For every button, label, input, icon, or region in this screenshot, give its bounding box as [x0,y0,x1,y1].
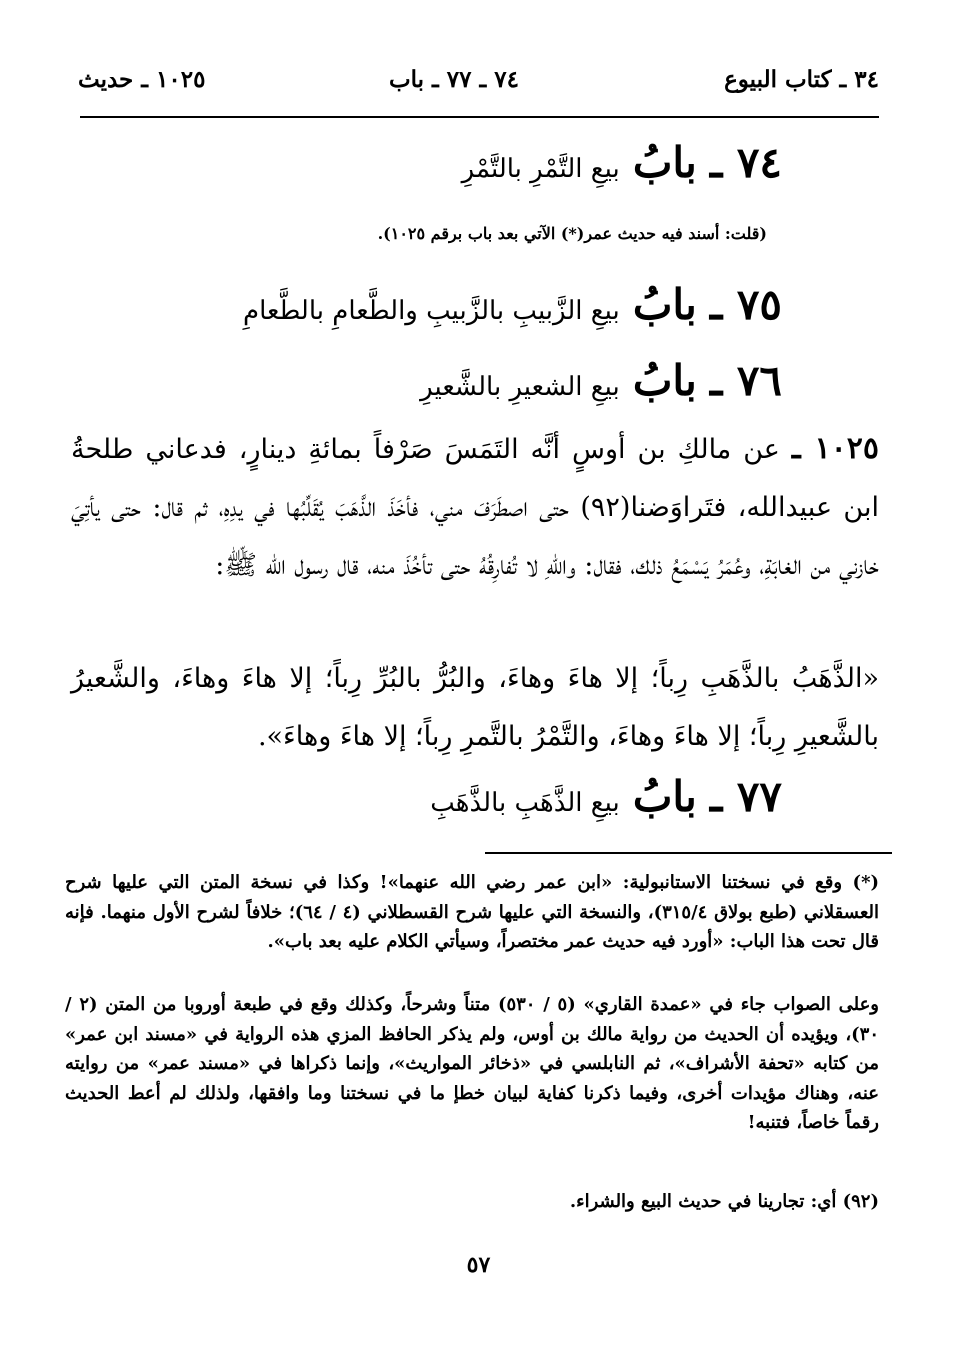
hadith-number: ١٠٢٥ ـ [791,431,879,466]
chapter-title: بيعِ الشعيرِ بالشَّعيرِ [420,372,620,402]
editor-note: (قلت: أسند فيه حديث عمر(*) الآتي بعد باب برقم ١٠٢٥). [377,224,767,243]
chapter-title: بيعِ التَّمْرِ بالتَّمْرِ [461,154,620,184]
chapter-bab: بابُ [632,138,697,187]
chapter-title: بيعِ الذَّهَبِ بالذَّهَبِ [430,788,620,818]
chapter-heading-75 [243,280,782,329]
chapter-heading-74 [462,138,782,187]
chapter-number: ٧٤ ـ [709,138,782,187]
chapter-title: بيعِ الزَّبيبِ بالزَّبيبِ والطَّعامِ بالطَّعامِ [243,296,620,326]
footnote-star-2: وعلى الصواب جاء في «عمدة القاري» (٥ / ٥٣٠) متناً وشرحاً، وكذلك وقع في طبعة أوروبا من المتن (٢ / ٣٠)، ويؤيده أن الحديث من رواية مالك بن أوس، ولم يذكر الحافظ المزي هذه الرواية في «مسند ابن عمر» من كتابه «تحفة الأشراف»، ثم النابلسي في «ذخائر المواريث»، وإنما ذكراها في «مسند عمر» من روايته عنه، وهناك مؤيدات أخرى، وفيما ذكرنا كفاية لبيان خطإ ما في نسختنا وما وافقها، ولذلك لم أعط الحديث رقماً خاصاً، فتنبه! [65,994,879,1133]
header-hadith-number: ١٠٢٥ ـ حديث [78,66,206,93]
hadith-quote-text: «الذَّهَبُ بالذَّهَبِ رِباً؛ إلا هاءَ وهاءَ، والبُرُّ بالبُرِّ رِباً؛ إلا هاءَ وهاءَ، والشَّعيرُ بالشَّعيرِ رِباً؛ إلا هاءَ وهاءَ، والتَّمْرُ بالتَّمرِ رِباً؛ إلا هاءَ وهاءَ». [71,663,879,752]
footnote-rule [485,852,892,854]
footnote-92: (٩٢) أي: تجارينا في حديث البيع والشراء. [569,1191,879,1212]
chapter-bab: بابُ [632,280,697,329]
chapter-bab: بابُ [632,772,697,821]
header-book-title: ٣٤ ـ كتاب البيوع [724,66,879,93]
header-chapter-range: ٧٤ ـ ٧٧ ـ باب [388,66,519,93]
chapter-bab: بابُ [632,356,697,405]
page-number: ٥٧ [466,1252,491,1278]
chapter-number: ٧٥ ـ [709,280,782,329]
chapter-number: ٧٧ ـ [709,772,782,821]
header-rule [80,116,879,118]
chapter-number: ٧٦ ـ [709,356,782,405]
hadith-text [71,420,879,595]
hadith-quote [71,650,879,766]
chapter-heading-76 [420,356,782,405]
running-header [78,66,879,106]
hadith-body: عن مالكِ بن أوسٍ أنَّه التَمَسَ صَرْفاً بمائةِ دينارٍ، فدعاني طلحةُ ابن عبيدالله، فتَراوَضنا(٩٢) حتى اصطَرَفَ مني، فأخَذَ الذَّهَبَ يُقَلِّبُها في يدِهِ، ثم قال: حتى يأتِيَ خازني من الغابَةِ، وعُمَرُ يَسْمَعُ ذلك، فقال: واللهِ لا تُفارِقُهُ حتى تأخُذَ منه، قال رسول الله ﷺ: [71,434,880,581]
chapter-heading-77 [430,772,782,821]
footnote-star-1: (*) وقع في نسختنا الاستانبولية: «ابن عمر رضي الله عنهما»! وكذا في نسخة المتن التي عليها شرح العسقلاني (طبع بولاق ٣١٥/٤)، والنسخة التي عليها شرح القسطلاني (٤ / ٦٤)؛ خلافاً لشرح الأول منهما. فإنه قال تحت هذا الباب: «أورد فيه حديث عمر مختصراً، وسيأتي الكلام عليه بعد باب». [65,872,880,952]
